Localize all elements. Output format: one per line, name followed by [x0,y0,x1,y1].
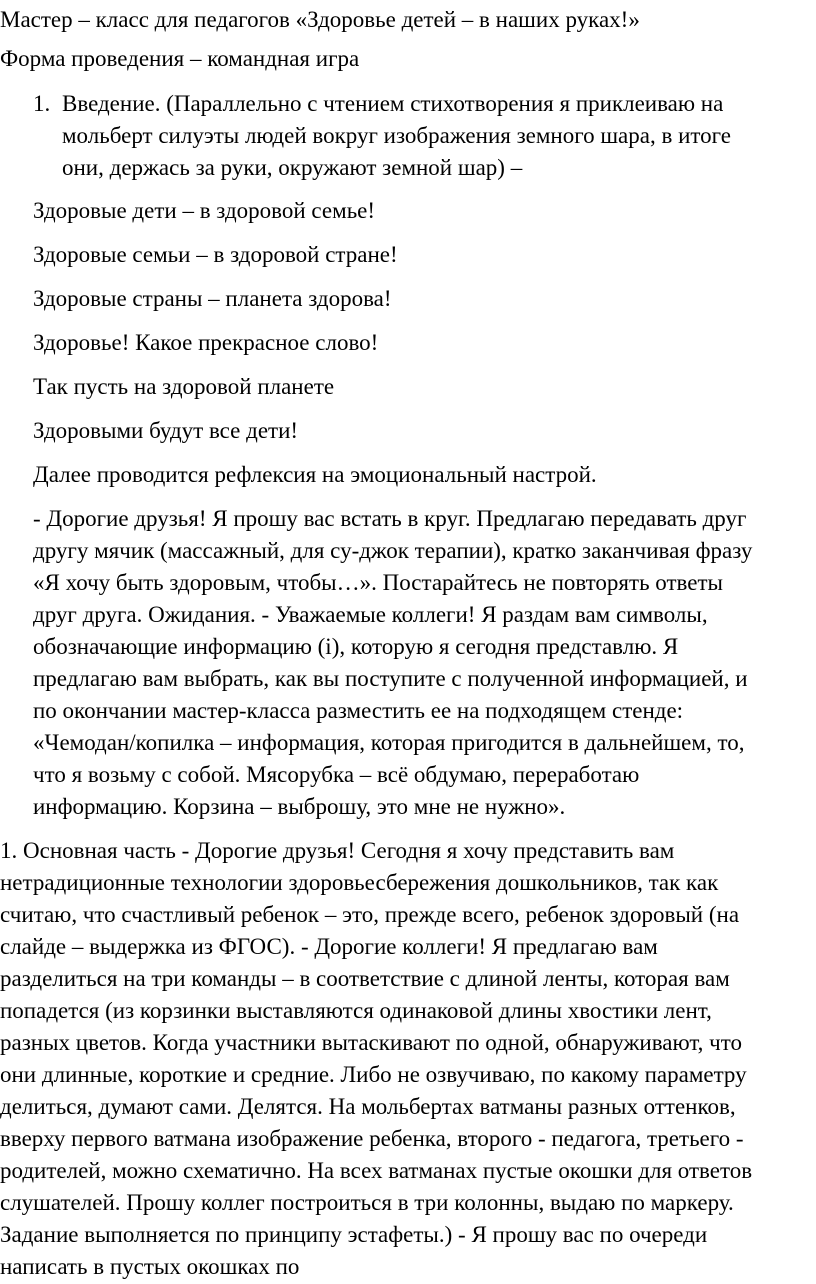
form-line: Форма проведения – командная игра [0,46,360,71]
paragraph-line: «Я хочу быть здоровым, чтобы…». Постарайтесь не повторять ответы [33,570,723,595]
paragraph-line: друг друга. Ожидания. - Уважаемые коллеги! Я раздам вам символы, [33,602,708,627]
paragraph-line: родителей, можно схематично. На всех ватманах пустые окошки для ответов [0,1158,753,1183]
paragraph-line: считаю, что счастливый ребенок – это, прежде всего, ребенок здоровый (на [0,902,740,927]
paragraph-line: - Дорогие друзья! Я прошу вас встать в круг. Предлагаю передавать друг [33,506,747,531]
list-number: 1. [33,91,51,116]
list-item-line: Введение. (Параллельно с чтением стихотворения я приклеиваю на [62,91,724,116]
paragraph-line: обозначающие информацию (i), которую я сегодня представлю. Я [33,634,679,659]
paragraph-line: слайде – выдержка из ФГОС). - Дорогие коллеги! Я предлагаю вам [0,934,658,959]
document-title: Мастер – класс для педагогов «Здоровье детей – в наших руках!» [0,7,640,32]
paragraph-line: 1. Основная часть - Дорогие друзья! Сегодня я хочу представить вам [0,838,675,863]
list-item-line: мольберт силуэты людей вокруг изображения земного шара, в итоге [62,123,731,148]
paragraph-line: что я возьму с собой. Мясорубка – всё обдумаю, переработаю [33,762,640,787]
paragraph-line: «Чемодан/копилка – информация, которая пригодится в дальнейшем, то, [33,730,745,755]
poem-line: Здоровыми будут все дети! [33,418,299,443]
paragraph-line: по окончании мастер-класса разместить ее на подходящем стенде: [33,698,684,723]
paragraph-line: попадется (из корзинки выставляются одинаковой длины хвостики лент, [0,998,712,1023]
poem-line: Здоровые дети – в здоровой семье! [33,198,376,223]
paragraph-line: слушателей. Прошу коллег построиться в три колонны, выдаю по маркеру. [0,1190,734,1215]
paragraph-line: они длинные, короткие и средние. Либо не озвучиваю, по какому параметру [0,1062,747,1087]
poem-line: Так пусть на здоровой планете [33,374,335,399]
list-item-line: они, держась за руки, окружают земной шар) – [62,155,523,180]
paragraph-line: информацию. Корзина – выброшу, это мне не нужно». [33,794,566,819]
paragraph-line: другу мячик (массажный, для су-джок терапии), кратко заканчивая фразу [33,538,753,563]
paragraph-line: делиться, думают сами. Делятся. На мольбертах ватманы разных оттенков, [0,1094,736,1119]
paragraph-line: вверху первого ватмана изображение ребенка, второго - педагога, третьего - [0,1126,744,1151]
poem-line: Здоровые страны – планета здорова! [33,286,392,311]
poem-line: Здоровье! Какое прекрасное слово! [33,330,379,355]
paragraph-line: предлагаю вам выбрать, как вы поступите с полученной информацией, и [33,666,748,691]
paragraph-line: Задание выполняется по принципу эстафеты.) - Я прошу вас по очереди [0,1222,708,1247]
paragraph-line: разделиться на три команды – в соответствие с длиной ленты, которая вам [0,966,730,991]
reflection-line: Далее проводится рефлексия на эмоциональный настрой. [33,462,597,487]
poem-line: Здоровые семьи – в здоровой стране! [33,242,398,267]
paragraph-line: написать в пустых окошках по [0,1254,300,1279]
paragraph-line: разных цветов. Когда участники вытаскивают по одной, обнаруживают, что [0,1030,742,1055]
paragraph-line: нетрадиционные технологии здоровьесбережения дошкольников, так как [0,870,719,895]
